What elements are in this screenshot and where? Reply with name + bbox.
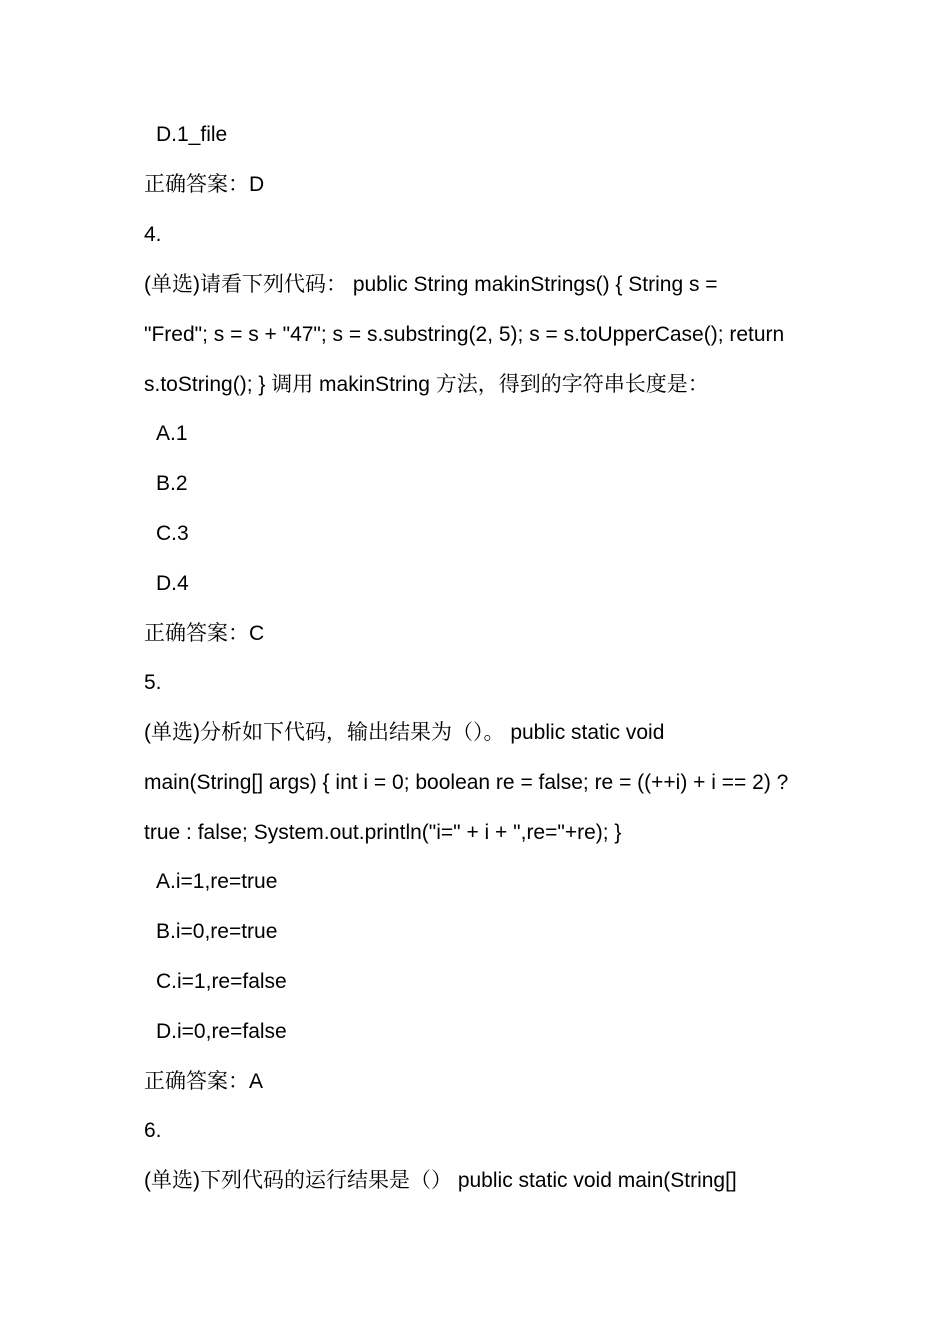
q4-number: 4. — [144, 223, 162, 246]
q5-question-line-2: main(String[] args) { int i = 0; boolean re = false; re = ((++i) + i == 2) ? — [144, 771, 789, 794]
q5-question-line-3: true : false; System.out.println("i=" + i + ",re="+re); } — [144, 821, 622, 844]
q6-question-line-1: (单选)下列代码的运行结果是（） public static void main(String[] — [144, 1169, 737, 1192]
q5-correct-answer: 正确答案：A — [144, 1070, 264, 1093]
q4-correct-answer: 正确答案：C — [144, 622, 265, 645]
q4-question-line-2: "Fred"; s = s + "47"; s = s.substring(2, 5); s = s.toUpperCase(); return — [144, 323, 785, 346]
q4-option-c: C.3 — [156, 522, 189, 545]
q5-question-line-1: (单选)分析如下代码，输出结果为（）。 public static void — [144, 721, 665, 744]
q5-option-d: D.i=0,re=false — [156, 1020, 287, 1043]
q3-option-d: D.1_file — [156, 123, 228, 146]
q6-number: 6. — [144, 1119, 162, 1142]
q4-option-a: A.1 — [156, 422, 188, 445]
q4-option-b: B.2 — [156, 472, 188, 495]
q3-correct-answer: 正确答案：D — [144, 173, 265, 196]
q5-option-a: A.i=1,re=true — [156, 870, 278, 893]
q4-question-line-3: s.toString(); } 调用 makinString 方法，得到的字符串长度是： — [144, 373, 709, 396]
q5-number: 5. — [144, 671, 162, 694]
q4-question-line-1: (单选)请看下列代码： public String makinStrings() { String s = — [144, 273, 718, 296]
q4-option-d: D.4 — [156, 572, 189, 595]
q5-option-c: C.i=1,re=false — [156, 970, 287, 993]
q5-option-b: B.i=0,re=true — [156, 920, 278, 943]
